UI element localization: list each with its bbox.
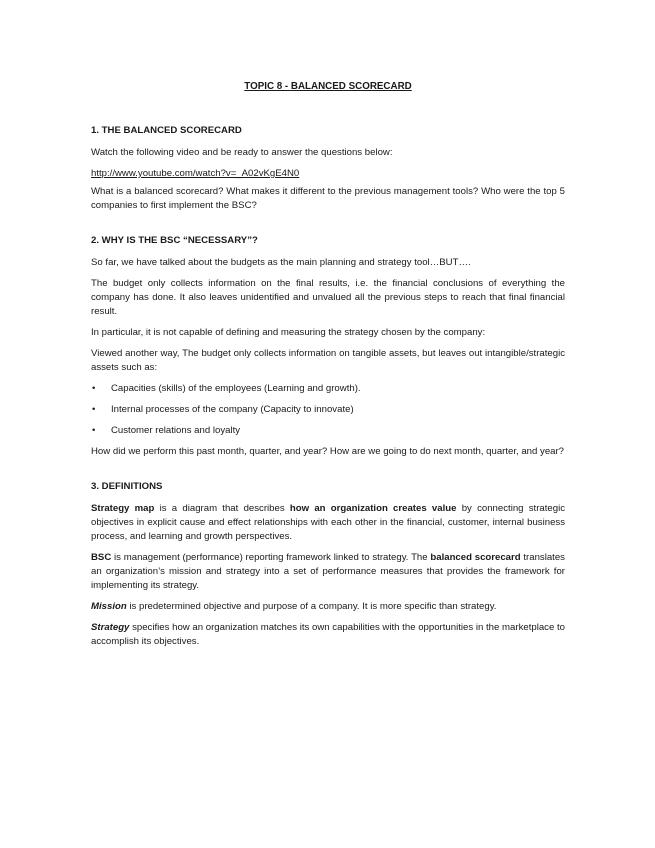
list-item-text: Internal processes of the company (Capacity to innovate) bbox=[111, 404, 354, 415]
paragraph: So far, we have talked about the budgets as the main planning and strategy tool…BUT…. bbox=[91, 257, 471, 268]
definition-strategy-map bbox=[91, 502, 565, 544]
paragraph: In particular, it is not capable of defining and measuring the strategy chosen by the company: bbox=[91, 327, 486, 338]
definition-text: is predetermined objective and purpose of a company. It is more specific than strategy. bbox=[126, 601, 497, 612]
list-item-text: Customer relations and loyalty bbox=[111, 425, 241, 436]
term: Mission bbox=[91, 601, 127, 612]
list-item bbox=[91, 403, 565, 417]
definition-text: translates an organization’s mission and strategy into a set of performance measures that provides the framework for implementing its strategy. bbox=[91, 552, 565, 591]
definition-text: by connecting strategic objectives in explicit cause and effect relationships with each other in the financial, customer, internal business process, and learning and growth perspectives. bbox=[91, 503, 566, 542]
bullet-list bbox=[91, 382, 565, 438]
definition-mission bbox=[91, 600, 565, 614]
document-body bbox=[91, 80, 565, 670]
section-balanced-scorecard bbox=[91, 124, 565, 213]
section-heading: 1. THE BALANCED SCORECARD bbox=[91, 125, 242, 136]
term: Strategy bbox=[91, 622, 130, 633]
section-why-bsc bbox=[91, 234, 565, 459]
section-definitions bbox=[91, 480, 565, 649]
bullet-icon: • bbox=[92, 404, 96, 415]
list-item bbox=[91, 424, 565, 438]
term: Strategy map bbox=[91, 503, 155, 514]
bullet-icon: • bbox=[92, 425, 96, 436]
document-title: TOPIC 8 - BALANCED SCORECARD bbox=[244, 81, 412, 92]
video-link[interactable]: http://www.youtube.com/watch?v=_A02vKgE4N0 bbox=[91, 168, 300, 179]
paragraph: How did we perform this past month, quarter, and year? How are we going to do next month, quarter, and year? bbox=[91, 446, 565, 457]
definition-bsc bbox=[91, 551, 565, 593]
section-heading: 3. DEFINITIONS bbox=[91, 481, 163, 492]
section-heading: 2. WHY IS THE BSC “NECESSARY”? bbox=[91, 235, 258, 246]
definition-text: is management (performance) reporting framework linked to strategy. The bbox=[111, 552, 431, 563]
list-item bbox=[91, 382, 565, 396]
definition-text: specifies how an organization matches its own capabilities with the opportunities in the marketplace to accomplish its objectives. bbox=[91, 622, 565, 647]
paragraph: Viewed another way, The budget only collects information on tangible assets, but leaves out intangible/strategic assets such as: bbox=[91, 348, 565, 373]
definition-strategy bbox=[91, 621, 565, 649]
paragraph: Watch the following video and be ready to answer the questions below: bbox=[91, 147, 393, 158]
emphasis: balanced scorecard bbox=[430, 552, 521, 563]
emphasis: how an organization creates value bbox=[289, 503, 457, 514]
list-item-text: Capacities (skills) of the employees (Learning and growth). bbox=[111, 383, 361, 394]
paragraph: What is a balanced scorecard? What makes it different to the previous management tools? Who were the top 5 companies to first implement the BSC? bbox=[91, 186, 565, 211]
bullet-icon: • bbox=[92, 383, 96, 394]
definition-text: is a diagram that describes bbox=[154, 503, 290, 514]
paragraph: The budget only collects information on the final results, i.e. the financial conclusions of everything the company has done. It also leaves unidentified and unvalued all the previous steps to reach that final financial result. bbox=[91, 278, 565, 317]
term: BSC bbox=[91, 552, 112, 563]
